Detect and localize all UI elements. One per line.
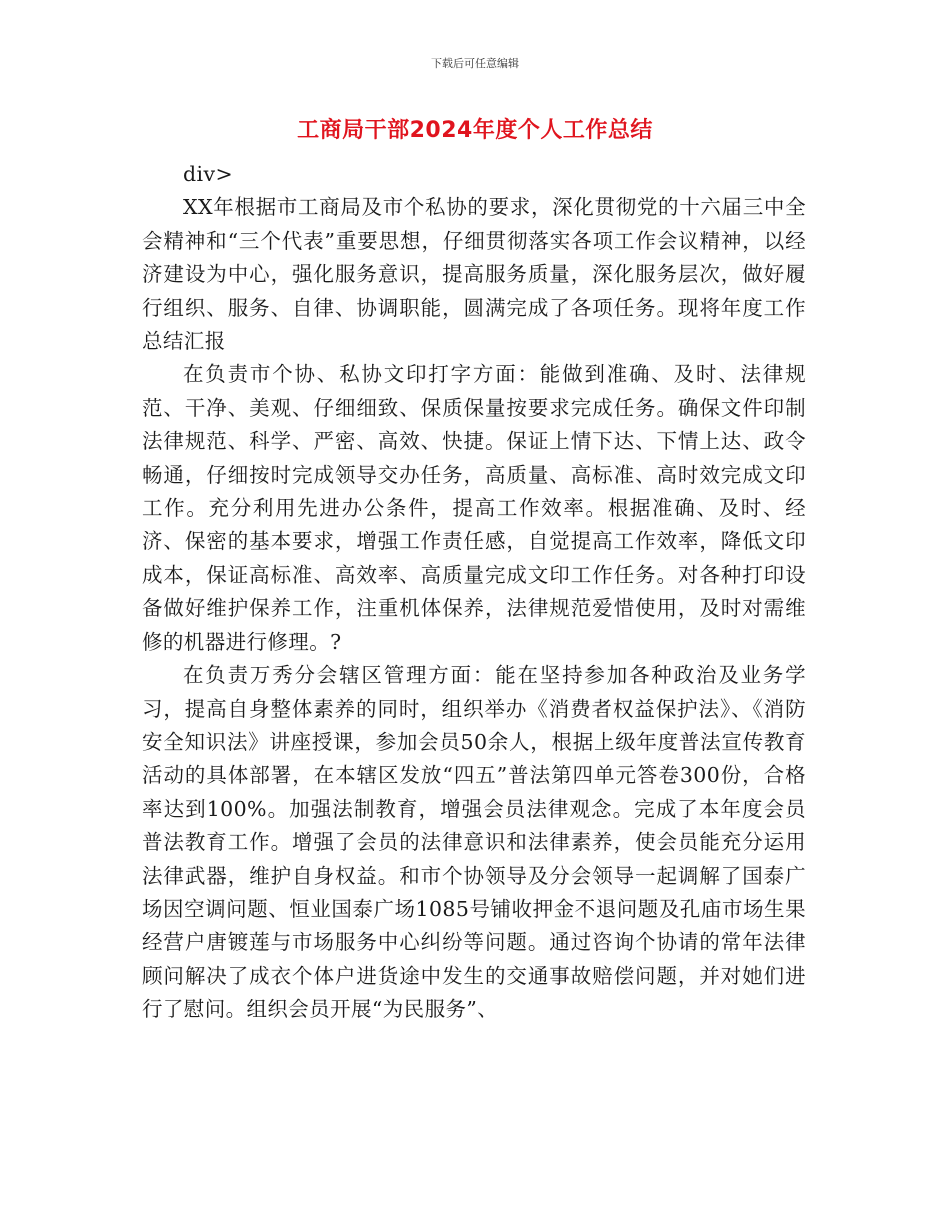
document-title: 工商局干部2024年度个人工作总结 — [297, 118, 653, 143]
header-note: 下载后可任意编辑 — [431, 57, 519, 70]
paragraph-branch-management: 在负责万秀分会辖区管理方面：能在坚持参加各种政治及业务学习，提高自身整体素养的同时，组织举办《消费者权益保护法》、《消防安全知识法》讲座授课，参加会员50余人，根据上级年度普法宣传教育活动的具体部署，在本辖区发放“四五”普法第四单元答卷300份，合格率达到100%。加强法制教育，增强会员法律观念。完成了本年度会员普法教育工作。增强了会员的法律意识和法律素养，使会员能充分运用法律武器，维护自身权益。和市个协领导及分会领导一起调解了国泰广场因空调问题、恒业国泰广场1085号铺收押金不退问题及孔庙市场生果经营户唐镀莲与市场服务中心纠纷等问题。通过咨询个协请的常年法律顾问解决了成衣个体户进货途中发生的交通事故赔偿问题，并对她们进行了慰问。组织会员开展“为民服务”、 — [142, 663, 806, 1022]
paragraph-intro: XX年根据市工商局及市个私协的要求，深化贯彻党的十六届三中全会精神和“三个代表”重要思想，仔细贯彻落实各项工作会议精神，以经济建设为中心，强化服务意识，提高服务质量，深化服务层次，做好履行组织、服务、自律、协调职能，圆满完成了各项任务。现将年度工作总结汇报 — [142, 195, 806, 354]
stray-markup-text: div> — [183, 162, 234, 186]
document-body — [142, 158, 806, 1027]
paragraph-printing-duties: 在负责市个协、私协文印打字方面：能做到准确、及时、法律规范、干净、美观、仔细细致、保质保量按要求完成任务。确保文件印制法律规范、科学、严密、高效、快捷。保证上情下达、下情上达、政令畅通，仔细按时完成领导交办任务，高质量、高标准、高时效完成文印工作。充分利用先进办公条件，提高工作效率。根据准确、及时、经济、保密的基本要求，增强工作责任感，自觉提高工作效率，降低文印成本，保证高标准、高效率、高质量完成文印工作任务。对各种打印设备做好维护保养工作，注重机体保养，法律规范爱惜使用，及时对需维修的机器进行修理。? — [142, 362, 806, 654]
